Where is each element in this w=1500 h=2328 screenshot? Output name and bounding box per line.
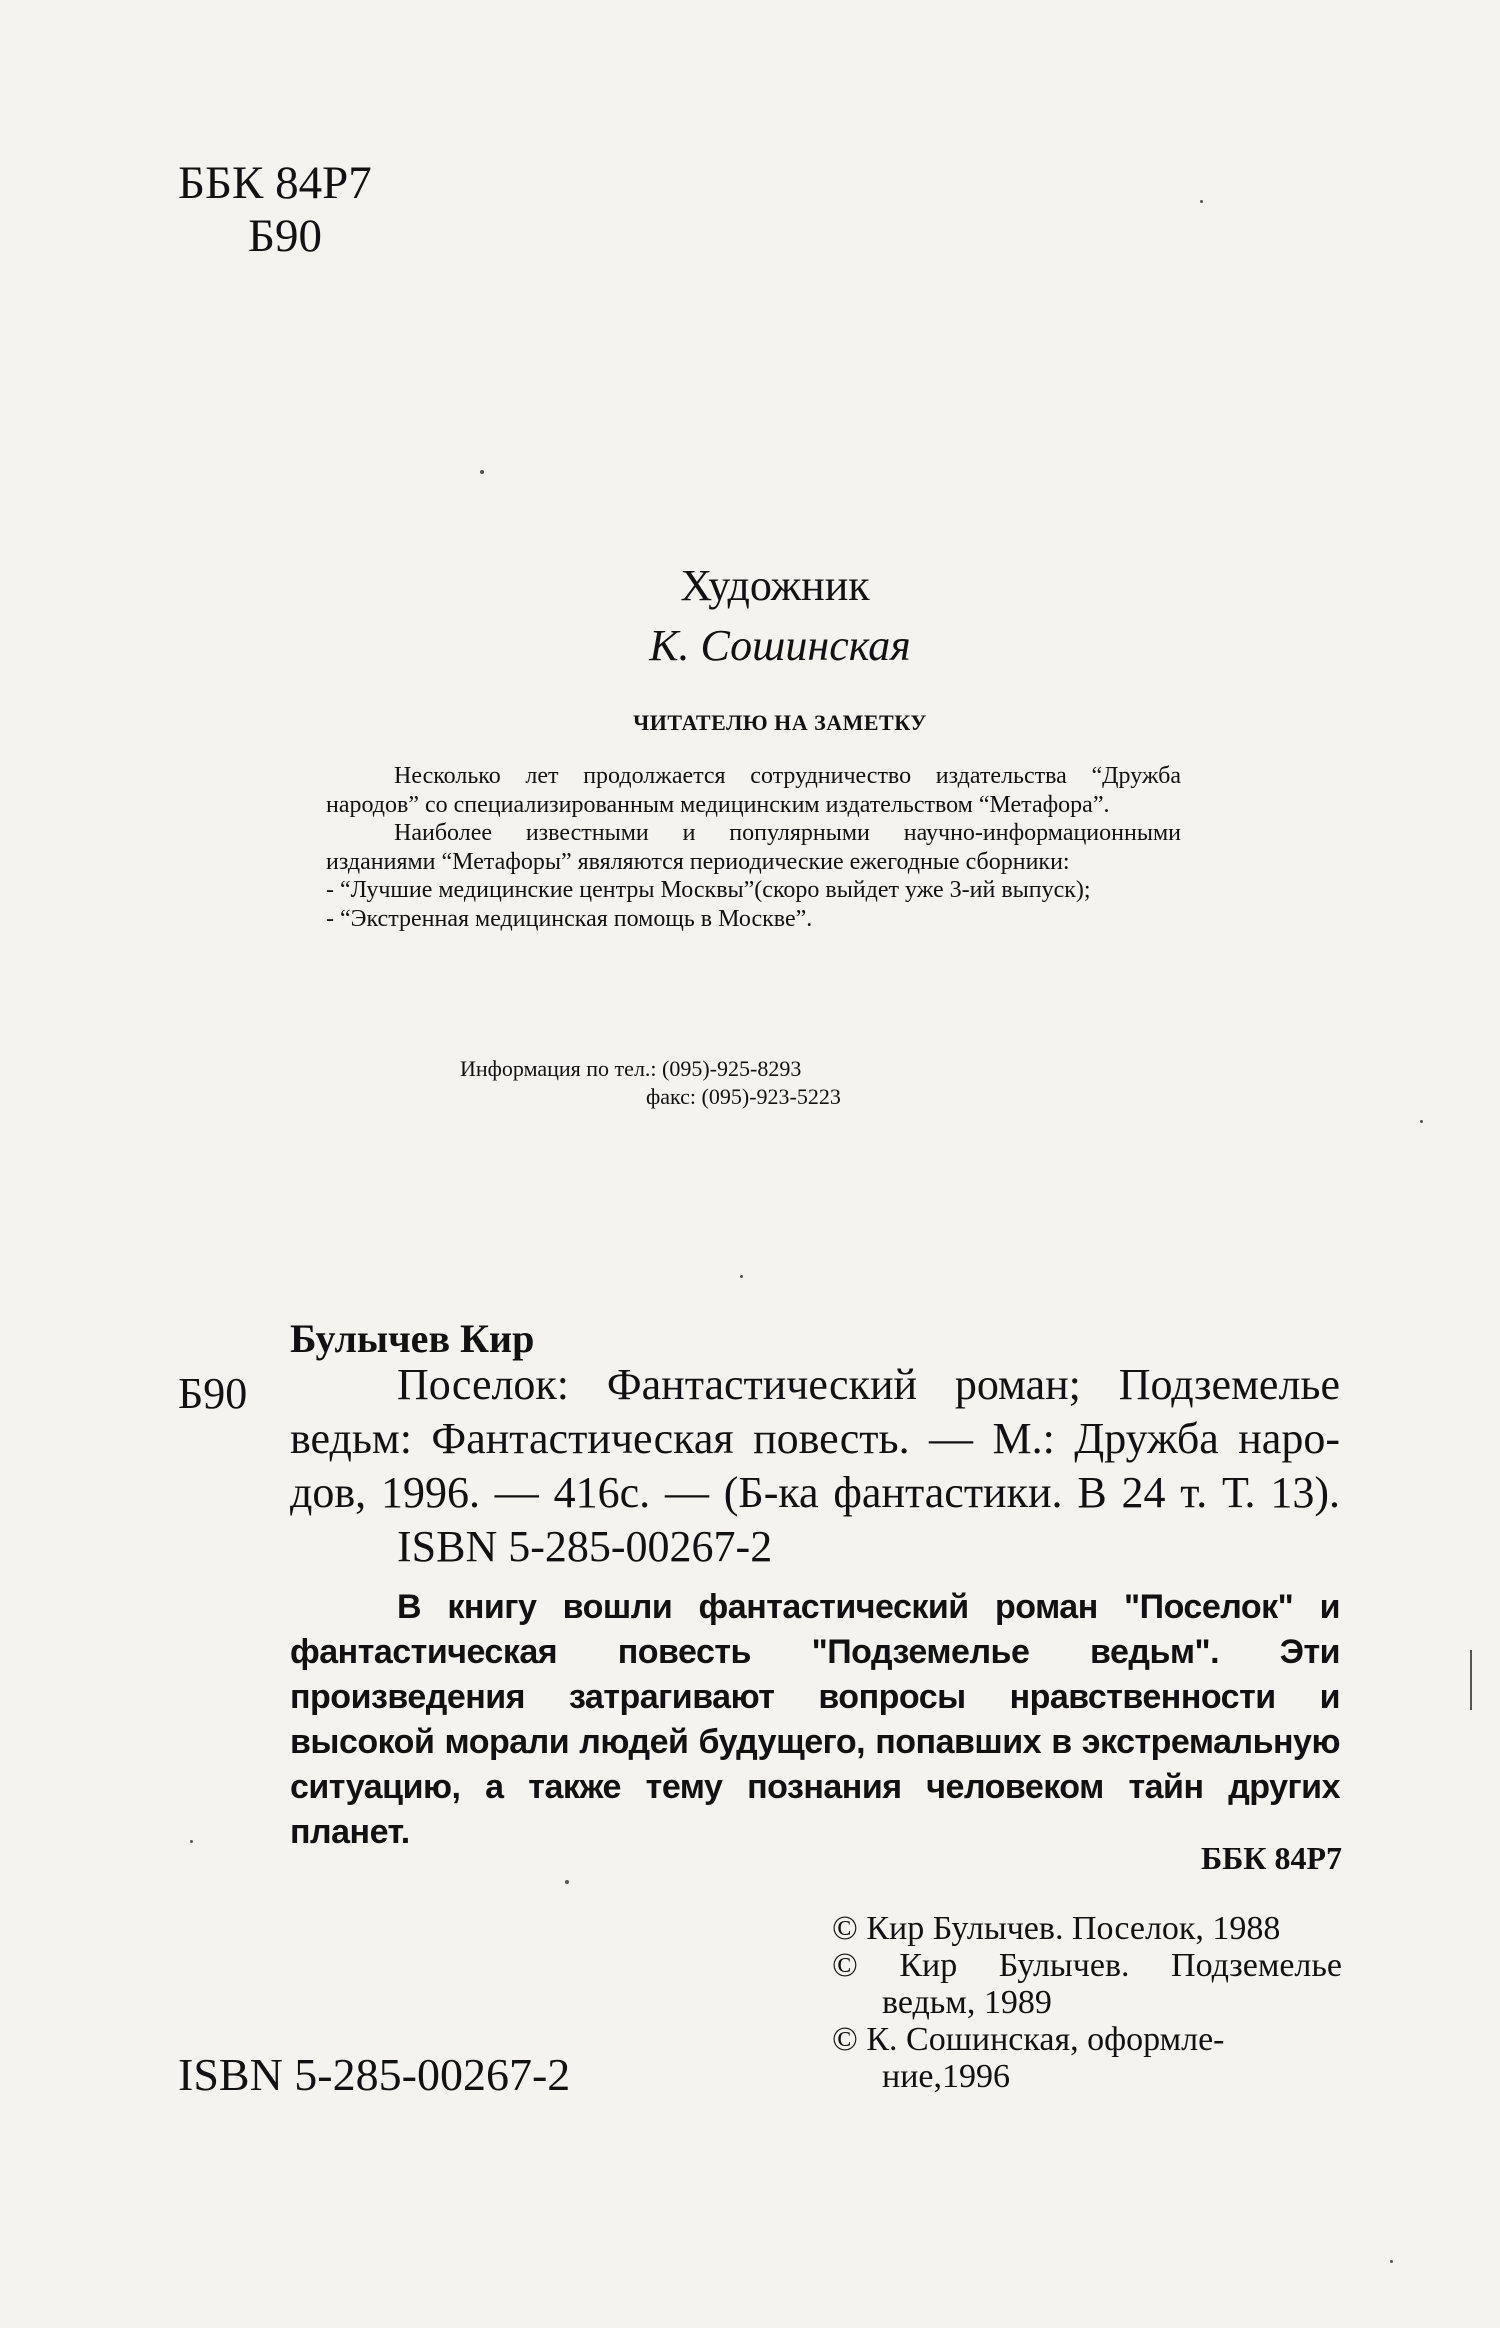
copyright-block bbox=[832, 1910, 1342, 2095]
copyright-line: © К. Сошинская, оформле- bbox=[832, 2021, 1225, 2058]
artist-name: К. Сошинская bbox=[649, 621, 911, 670]
copyright-line: © Кир Булычев. Поселок, 1988 bbox=[832, 1910, 1281, 1947]
catalog-line: ведьм: Фантастическая повесть. — М.: Дружба наро- bbox=[290, 1414, 1340, 1463]
scan-speck bbox=[480, 470, 484, 474]
catalog-mark: Б90 bbox=[178, 1369, 248, 1418]
copyright-line-continued: ние,1996 bbox=[882, 2058, 1010, 2095]
scan-speck bbox=[565, 1880, 569, 1884]
bbk-code-top: ББК 84Р7 bbox=[178, 157, 372, 209]
scan-speck bbox=[1390, 2260, 1393, 2263]
reader-note-paragraph: Наиболее известными и популярными научно-информационными изданиями “Метафоры” явяляются периодические ежегодные сборники: bbox=[326, 820, 1181, 875]
catalog-author: Булычев Кир bbox=[290, 1316, 535, 1361]
catalog-isbn-line: ISBN 5-285-00267-2 bbox=[397, 1522, 773, 1571]
scan-speck bbox=[740, 1275, 743, 1278]
annotation-text: В книгу вошли фантастический роман "Поселок" и фантастическая повесть "Подземелье ведьм". Эти произведения затрагивают вопросы нравственности и высокой морали людей будущего, попавших в экстремальную ситуацию, а также тему познания человеком тайн других планет. bbox=[290, 1588, 1340, 1851]
catalog-line: Поселок: Фантастический роман; Подземелье bbox=[397, 1360, 1340, 1409]
reader-note-body bbox=[326, 762, 1181, 933]
artist-label: Художник bbox=[680, 561, 870, 610]
reader-note-paragraph: Несколько лет продолжается сотрудничество издательства “Дружба народов” со специализированным медицинским издательством “Метафора”. bbox=[326, 763, 1181, 818]
bbk-code-bottom: ББК 84Р7 bbox=[1200, 1840, 1342, 1876]
fax-line: факс: (095)-923-5223 bbox=[646, 1084, 841, 1109]
author-mark-top: Б90 bbox=[248, 210, 322, 262]
copyright-line-continued: ведьм, 1989 bbox=[882, 1984, 1052, 2021]
scan-speck bbox=[1200, 200, 1203, 203]
scan-speck bbox=[190, 1840, 193, 1843]
phone-line: Информация по тел.: (095)-925-8293 bbox=[460, 1056, 802, 1081]
catalog-description bbox=[290, 1358, 1340, 1574]
annotation bbox=[290, 1585, 1340, 1855]
copyright-line: © Кир Булычев. Подземелье bbox=[832, 1947, 1342, 1984]
contact-info bbox=[460, 1055, 960, 1111]
reader-note-heading: ЧИТАТЕЛЮ НА ЗАМЕТКУ bbox=[633, 710, 927, 735]
scan-speck bbox=[1470, 1650, 1472, 1710]
catalog-line: дов, 1996. — 416с. — (Б-ка фантастики. В 24 т. Т. 13). bbox=[290, 1468, 1340, 1517]
isbn-bottom: ISBN 5-285-00267-2 bbox=[178, 2049, 571, 2100]
reader-note-item: - “Лучшие медицинские центры Москвы”(скоро выйдет уже 3-ий выпуск); bbox=[326, 877, 1091, 903]
scan-speck bbox=[1420, 1120, 1423, 1123]
reader-note-item: - “Экстренная медицинская помощь в Москве”. bbox=[326, 905, 813, 932]
